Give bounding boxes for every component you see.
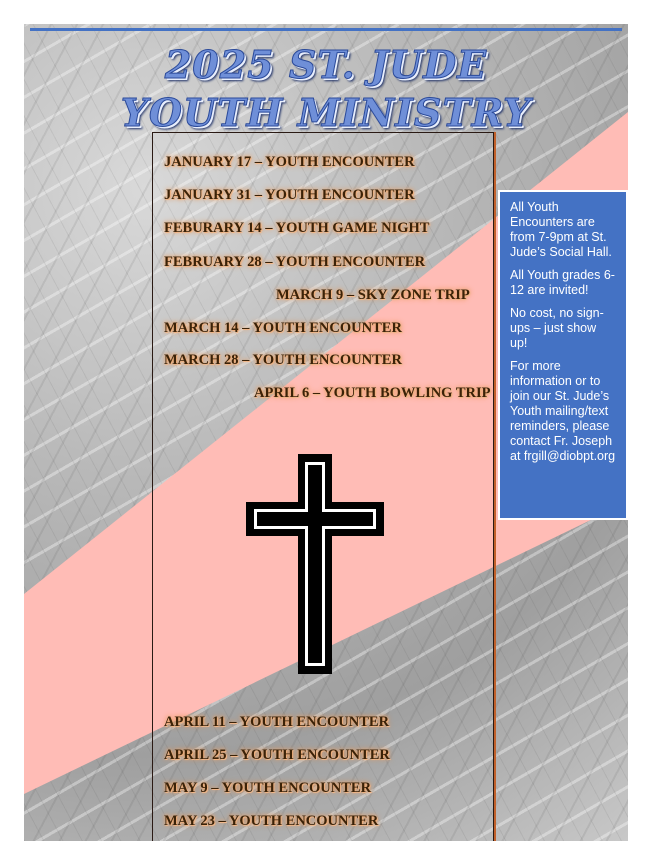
event-item: FEBURARY 14 – YOUTH GAME NIGHT — [164, 220, 430, 236]
title-line-2: YOUTH MINISTRY — [120, 90, 532, 135]
title-line-1: 2025 ST. JUDE — [164, 42, 488, 87]
event-item: FEBRUARY 28 – YOUTH ENCOUNTER — [164, 254, 426, 270]
info-paragraph: No cost, no sign-ups – just show up! — [510, 306, 604, 350]
event-item: APRIL 11 – YOUTH ENCOUNTER — [164, 714, 390, 730]
cross-icon — [246, 454, 384, 674]
info-paragraph: For more information or to join our St. Jude’s Youth mailing/text reminders, please contact Fr. Joseph at frgill@diobpt.org — [510, 359, 616, 463]
event-item: MARCH 14 – YOUTH ENCOUNTER — [164, 320, 402, 336]
event-item: MAY 9 – YOUTH ENCOUNTER — [164, 780, 372, 796]
info-box — [498, 190, 628, 520]
event-item: APRIL 25 – YOUTH ENCOUNTER — [164, 747, 390, 763]
info-paragraph: All Youth Encounters are from 7-9pm at St. Jude’s Social Hall. — [510, 200, 612, 259]
flyer-page — [24, 24, 628, 841]
event-item: JANUARY 31 – YOUTH ENCOUNTER — [164, 187, 415, 203]
event-item: MARCH 28 – YOUTH ENCOUNTER — [164, 352, 402, 368]
event-item: MAY 23 – YOUTH ENCOUNTER — [164, 813, 379, 829]
event-item: MARCH 9 – SKY ZONE TRIP — [276, 287, 470, 303]
top-rule — [30, 28, 622, 31]
event-item: JANUARY 17 – YOUTH ENCOUNTER — [164, 154, 415, 170]
event-item: APRIL 6 – YOUTH BOWLING TRIP — [254, 385, 491, 401]
info-paragraph: All Youth grades 6-12 are invited! — [510, 268, 615, 297]
